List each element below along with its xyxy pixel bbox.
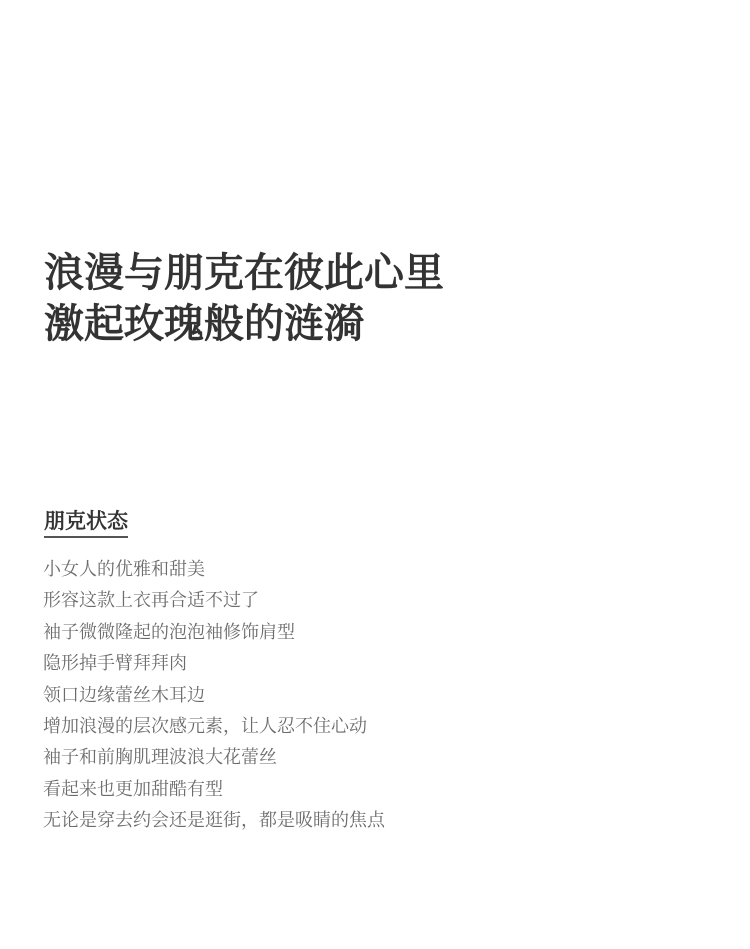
headline-line-2: 激起玫瑰般的涟漪	[44, 301, 364, 347]
description-line: 袖子微微隆起的泡泡袖修饰肩型	[43, 621, 295, 643]
description-line: 小女人的优雅和甜美	[43, 559, 205, 580]
description-line: 形容这款上衣再合适不过了	[43, 590, 259, 612]
description-line: 无论是穿去约会还是逛街，都是吸睛的焦点	[43, 810, 385, 832]
headline-line-1: 浪漫与朋克在彼此心里	[44, 250, 444, 296]
description-line: 增加浪漫的层次感元素，让人忍不住心动	[43, 716, 367, 738]
description-line: 领口边缘蕾丝木耳边	[43, 684, 205, 706]
description-line: 袖子和前胸肌理波浪大花蕾丝	[43, 747, 277, 769]
section-title: 朋克状态	[44, 507, 128, 538]
description-line: 隐形掉手臂拜拜肉	[43, 653, 187, 675]
description-list	[43, 554, 385, 837]
description-line: 看起来也更加甜酷有型	[43, 778, 223, 800]
headline	[44, 248, 444, 350]
